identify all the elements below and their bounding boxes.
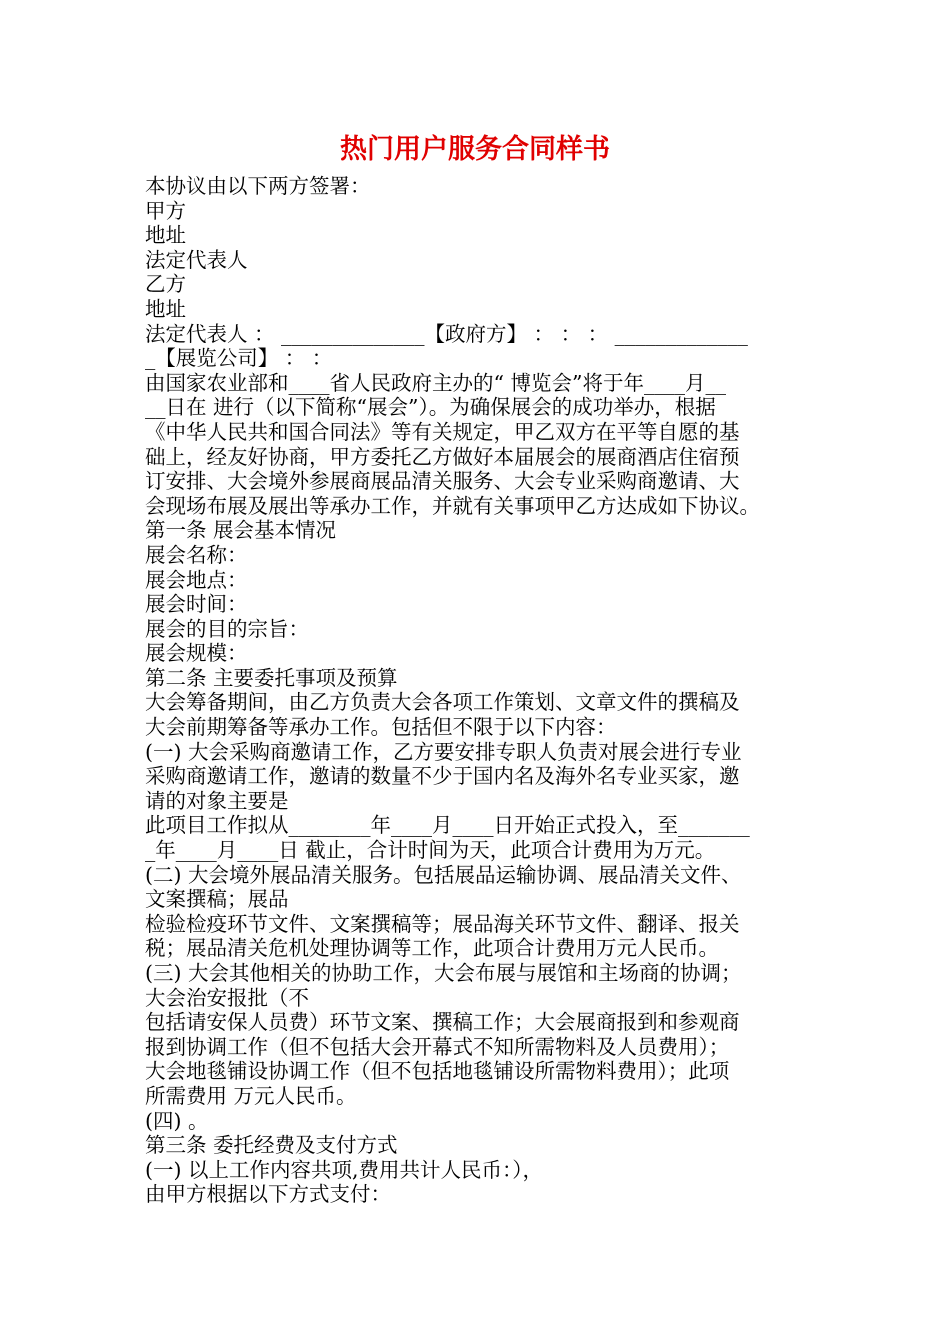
document-line: 此项目工作拟从________年____月____日开始正式投入，至_______ bbox=[145, 813, 750, 838]
document-line: 报到协调工作（但不包括大会开幕式不知所需物料及人员费用）； bbox=[145, 1034, 730, 1059]
document-line: 法定代表人 ： ______________【政府方】 ： ： ： _____________ bbox=[145, 321, 748, 346]
document-line: 请的对象主要是 bbox=[145, 788, 289, 813]
document-line: (一) 以上工作内容共项,费用共计人民币：）， bbox=[145, 1157, 544, 1182]
document-line: 检验检疫环节文件、文案撰稿等；展品海关环节文件、翻译、报关 bbox=[145, 911, 740, 936]
document-line: 展会时间： bbox=[145, 592, 248, 617]
document-line: 第一条 展会基本情况 bbox=[145, 518, 337, 543]
document-line: 采购商邀请工作，邀请的数量不少于国内名及海外名专业买家，邀 bbox=[145, 764, 740, 789]
document-line: 大会地毯铺设协调工作（但不包括地毯铺设所需物料费用）；此项 bbox=[145, 1059, 730, 1084]
document-line: (三) 大会其他相关的协助工作，大会布展与展馆和主场商的协调； bbox=[145, 961, 742, 985]
document-line: 包括请安保人员费）环节文案、撰稿工作；大会展商报到和参观商 bbox=[145, 1010, 740, 1035]
document-line: 地址 bbox=[145, 296, 186, 321]
document-line: 订安排、大会境外参展商展品清关服务、大会专业采购商邀请、大 bbox=[145, 469, 740, 494]
document-title: 热门用户服务合同样书 bbox=[340, 134, 610, 165]
document-line: _【展览公司】 ： ： bbox=[145, 346, 333, 371]
document-line: 展会规模： bbox=[145, 641, 248, 666]
document-line: 展会的目的宗旨： bbox=[145, 616, 309, 641]
document-line: 第二条 主要委托事项及预算 bbox=[145, 665, 398, 690]
document-line: 大会前期筹备等承办工作。包括但不限于以下内容： bbox=[145, 715, 617, 740]
document-line: 乙方 bbox=[145, 272, 186, 297]
document-line: 由国家农业部和____省人民政府主办的“ 博览会”将于年____月__ bbox=[145, 370, 726, 395]
document-line: 地址 bbox=[145, 223, 186, 248]
document-line: __日在 进行（以下简称“展会”）。为确保展会的成功举办，根据 bbox=[145, 395, 716, 420]
document-line: 展会地点： bbox=[145, 567, 248, 592]
document-line: 《中华人民共和国合同法》等有关规定，甲乙双方在平等自愿的基 bbox=[145, 419, 740, 444]
document-line: 础上，经友好协商，甲方委托乙方做好本届展会的展商酒店住宿预 bbox=[145, 444, 740, 469]
document-body bbox=[145, 174, 810, 1207]
document-line: (二) 大会境外展品清关服务。包括展品运输协调、展品清关文件、 bbox=[145, 862, 742, 887]
document-line: 展会名称： bbox=[145, 542, 248, 567]
document-line: 文案撰稿；展品 bbox=[145, 887, 289, 912]
document-line: 甲方 bbox=[145, 198, 186, 223]
document-line: 大会治安报批（不 bbox=[145, 985, 309, 1010]
document-line: 会现场布展及展出等承办工作，并就有关事项甲乙方达成如下协议。 bbox=[145, 493, 760, 518]
document-line: 所需费用 万元人民币。 bbox=[145, 1083, 357, 1108]
document-line: 税；展品清关危机处理协调等工作，此项合计费用万元人民币。 bbox=[145, 936, 719, 961]
document-line: 由甲方根据以下方式支付： bbox=[145, 1182, 391, 1207]
document-line: 法定代表人 bbox=[145, 247, 248, 272]
document-line: 大会筹备期间，由乙方负责大会各项工作策划、文章文件的撰稿及 bbox=[145, 690, 740, 715]
document-line: _年____月____日 截止，合计时间为天，此项合计费用为万元。 bbox=[145, 838, 716, 863]
document-line: 本协议由以下两方签署： bbox=[145, 174, 371, 198]
document-line: (一) 大会采购商邀请工作，乙方要安排专职人负责对展会进行专业 bbox=[145, 739, 742, 764]
document-line: 第三条 委托经费及支付方式 bbox=[145, 1133, 398, 1158]
document-line: (四) 。 bbox=[145, 1108, 209, 1133]
